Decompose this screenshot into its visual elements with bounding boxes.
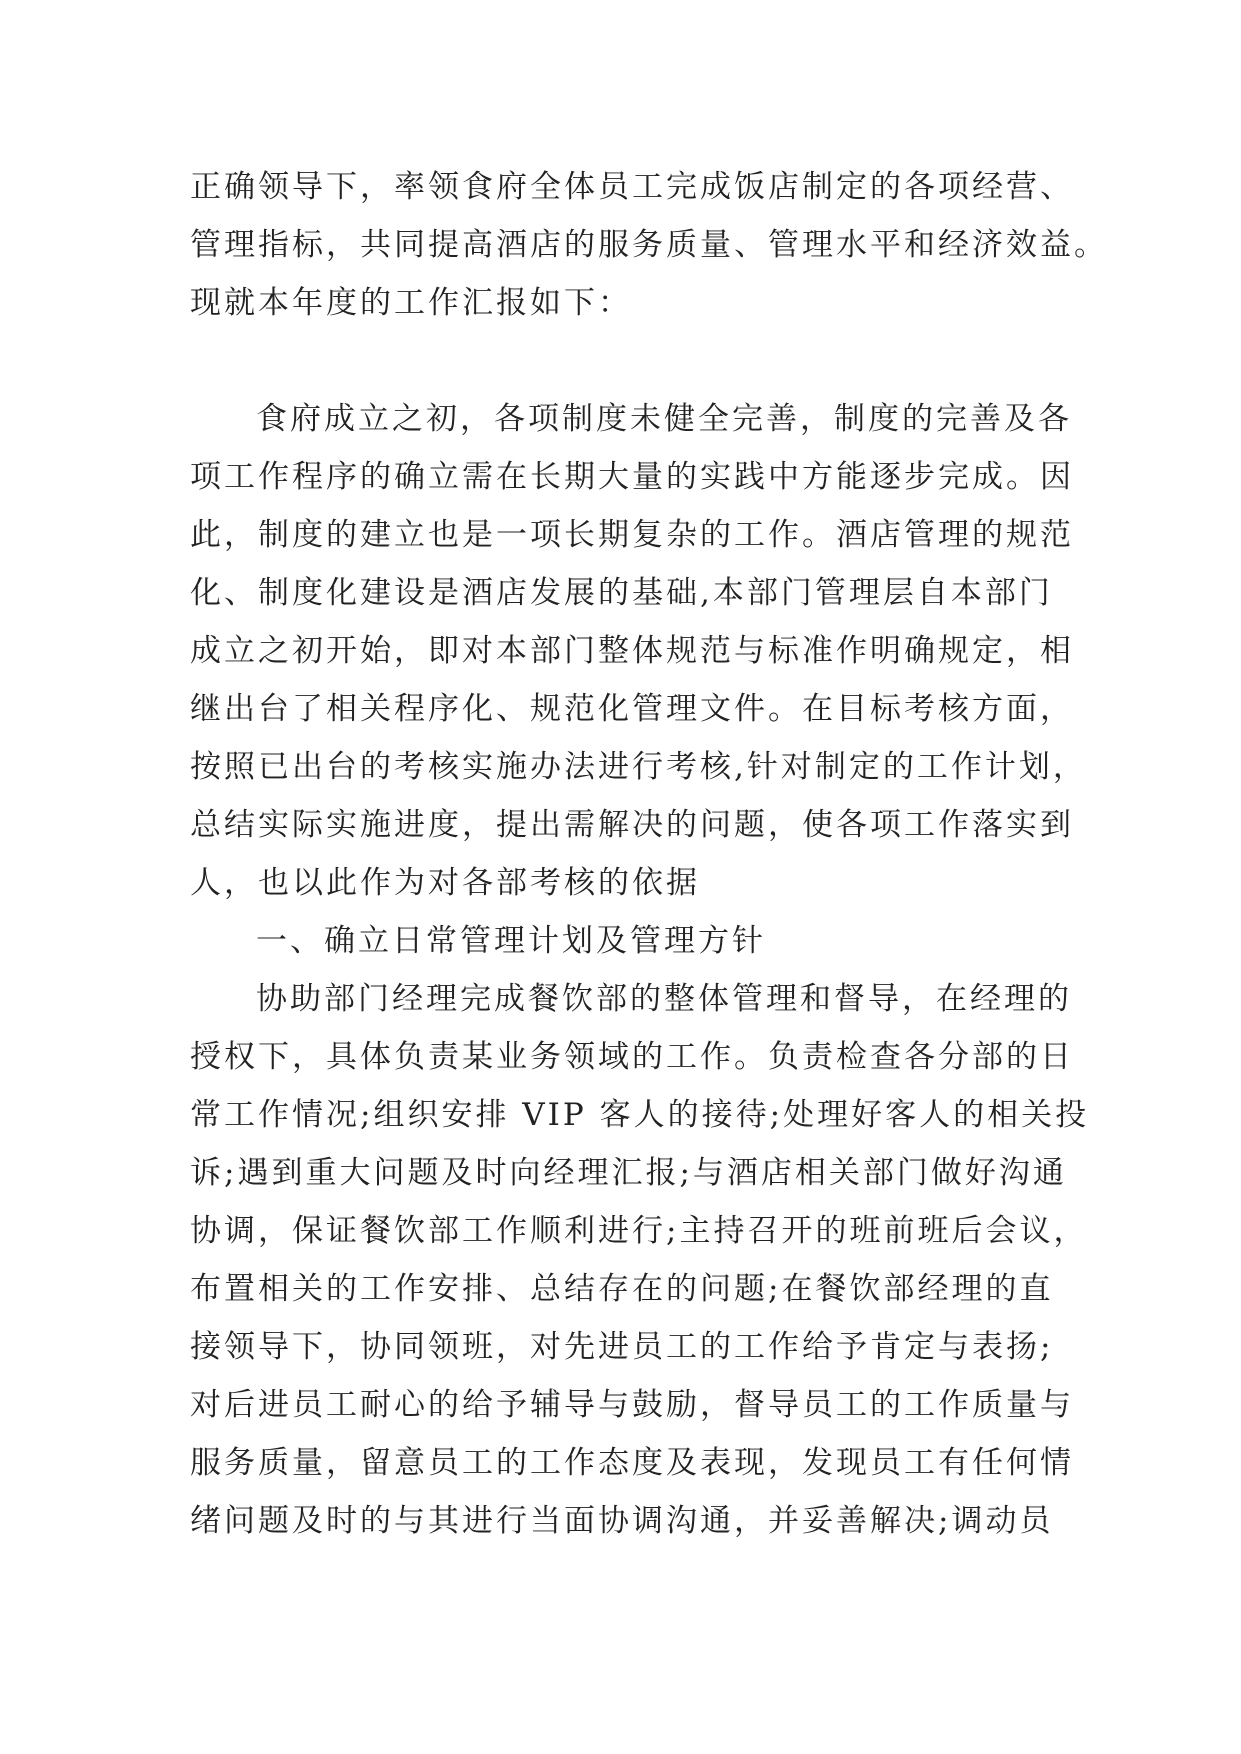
text-line: 总结实际实施进度，提出需解决的问题，使各项工作落实到 [190, 807, 1074, 843]
text-line: 管理指标，共同提高酒店的服务质量、管理水平和经济效益。 [190, 227, 1108, 263]
text-line: 继出台了相关程序化、规范化管理文件。在目标考核方面， [190, 691, 1074, 727]
body-paragraphs [190, 390, 1090, 1550]
text-line: 服务质量，留意员工的工作态度及表现，发现员工有任何情 [190, 1445, 1074, 1481]
text-line: 现就本年度的工作汇报如下： [190, 285, 632, 321]
text-line: 人，也以此作为对各部考核的依据 [190, 865, 700, 901]
text-line: 协助部门经理完成餐饮部的整体管理和督导，在经理的 [256, 981, 1072, 1017]
text-line: 诉;遇到重大问题及时向经理汇报;与酒店相关部门做好沟通 [190, 1155, 1067, 1191]
intro-paragraph [190, 158, 1108, 332]
text-line: 成立之初开始，即对本部门整体规范与标准作明确规定，相 [190, 633, 1074, 669]
text-line: 绪问题及时的与其进行当面协调沟通，并妥善解决;调动员 [190, 1503, 1054, 1539]
text-line: 化、制度化建设是酒店发展的基础,本部门管理层自本部门 [190, 575, 1053, 611]
text-line: 协调，保证餐饮部工作顺利进行;主持召开的班前班后会议， [190, 1213, 1088, 1249]
text-line: 正确领导下，率领食府全体员工完成饭店制定的各项经营、 [190, 169, 1074, 205]
text-line: 接领导下，协同领班，对先进员工的工作给予肯定与表扬; [190, 1329, 1054, 1365]
text-line: 对后进员工耐心的给予辅导与鼓励，督导员工的工作质量与 [190, 1387, 1074, 1423]
text-line: 食府成立之初，各项制度未健全完善，制度的完善及各 [256, 401, 1072, 437]
text-line: 此，制度的建立也是一项长期复杂的工作。酒店管理的规范 [190, 517, 1074, 553]
text-line: 常工作情况;组织安排 VIP 客人的接待;处理好客人的相关投 [190, 1097, 1090, 1133]
text-line: 项工作程序的确立需在长期大量的实践中方能逐步完成。因 [190, 459, 1074, 495]
section-heading: 一、确立日常管理计划及管理方针 [256, 923, 766, 959]
text-line: 授权下，具体负责某业务领域的工作。负责检查各分部的日 [190, 1039, 1074, 1075]
text-line: 布置相关的工作安排、总结存在的问题;在餐饮部经理的直 [190, 1271, 1054, 1307]
text-line: 按照已出台的考核实施办法进行考核,针对制定的工作计划， [190, 749, 1087, 785]
